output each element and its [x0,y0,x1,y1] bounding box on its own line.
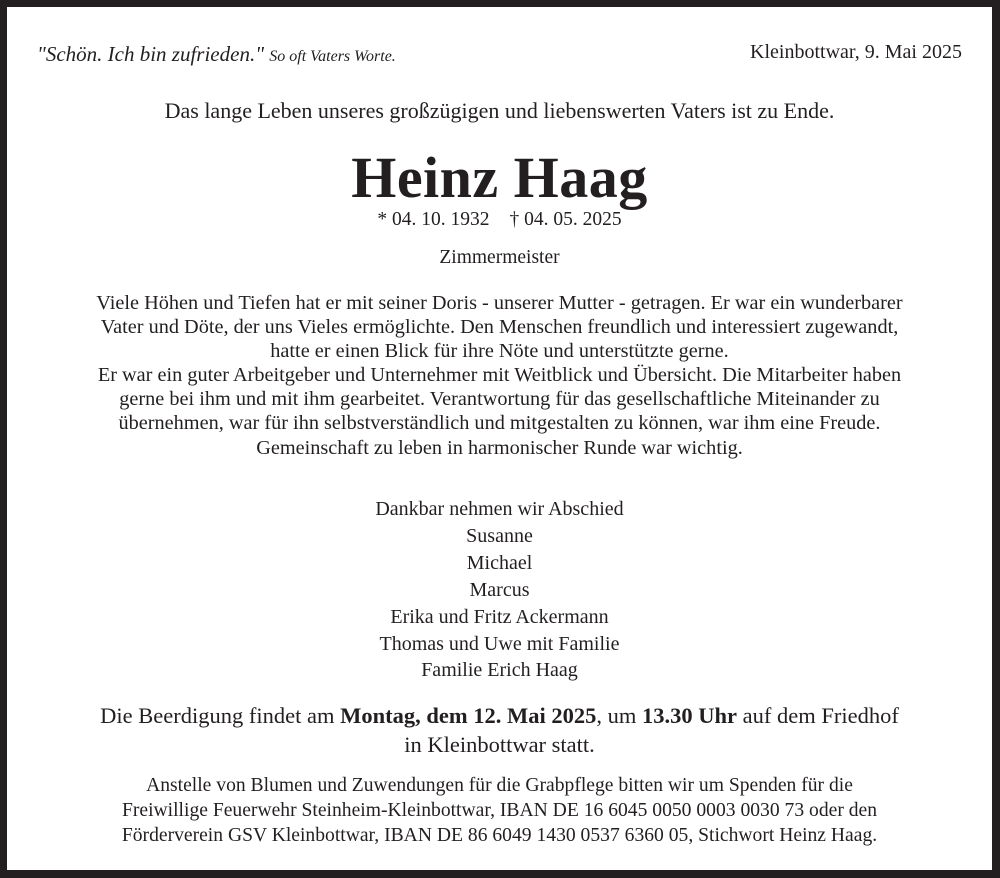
mourner-name: Erika und Fritz Ackermann [390,605,609,628]
birth-date: * 04. 10. 1932 [377,209,490,230]
mourner-name: Familie Erich Haag [421,659,578,682]
mourner-name: Susanne [466,524,533,547]
mourner-name: Michael [466,551,533,574]
intro-sentence: Das lange Leben unseres großzügigen und liebenswerten Vaters ist zu Ende. [164,98,835,123]
funeral-time: 13.30 Uhr [641,703,737,728]
motto-attribution: So oft Vaters Worte. [269,48,396,65]
donation-line: Freiwillige Feuerwehr Steinheim-Kleinbottwar, IBAN DE 16 6045 0050 0003 0030 73 oder den [121,800,878,821]
death-date: † 04. 05. 2025 [509,209,622,230]
funeral-line-1 [7,701,992,730]
funeral-date: Montag, dem 12. Mai 2025 [340,703,597,728]
biography-line: Viele Höhen und Tiefen hat er mit seiner Doris - unserer Mutter - getragen. Er war ein wunderbarer [96,292,903,314]
deceased-name: Heinz Haag [351,145,648,210]
profession: Zimmermeister [439,247,560,268]
funeral-line-2: in Kleinbottwar statt. [404,732,595,757]
funeral-suffix: auf dem Friedhof [736,703,899,728]
biography-line: übernehmen, war für ihn selbstverständlich und mitgestalten zu können, war ihm eine Freude. [118,412,881,435]
biography-line: hatte er einen Blick für ihre Nöte und unterstützte gerne. [270,340,729,363]
mourners [7,496,992,684]
biography-line: gerne bei ihm und mit ihm gearbeitet. Verantwortung für das gesellschaftliche Miteinander zu [119,388,880,411]
mourner-name: Marcus [469,578,530,601]
motto [37,42,396,67]
funeral-mid: , um [596,703,642,728]
biography [7,291,992,460]
biography-line: Gemeinschaft zu leben in harmonischer Runde war wichtig. [256,436,743,459]
donation-line: Anstelle von Blumen und Zuwendungen für die Grabpflege bitten wir um Spenden für die [146,775,853,796]
life-dates [7,209,992,231]
donation-line: Förderverein GSV Kleinbottwar, IBAN DE 86 6049 1430 0537 6360 05, Stichwort Heinz Haag. [121,825,878,846]
donation-request [7,773,992,848]
biography-line: Er war ein guter Arbeitgeber und Unternehmer mit Weitblick und Übersicht. Die Mitarbeiter haben [97,364,902,387]
mourners-heading: Dankbar nehmen wir Abschied [375,498,624,520]
biography-line: Vater und Döte, der uns Vieles ermöglichte. Den Menschen freundlich und interessiert zugewandt, [100,316,899,339]
mourner-name: Thomas und Uwe mit Familie [379,632,620,655]
funeral-info [7,701,992,759]
place-date: Kleinbottwar, 9. Mai 2025 [750,41,962,63]
motto-quote: "Schön. Ich bin zufrieden." [37,42,265,66]
funeral-prefix: Die Beerdigung findet am [100,703,341,728]
